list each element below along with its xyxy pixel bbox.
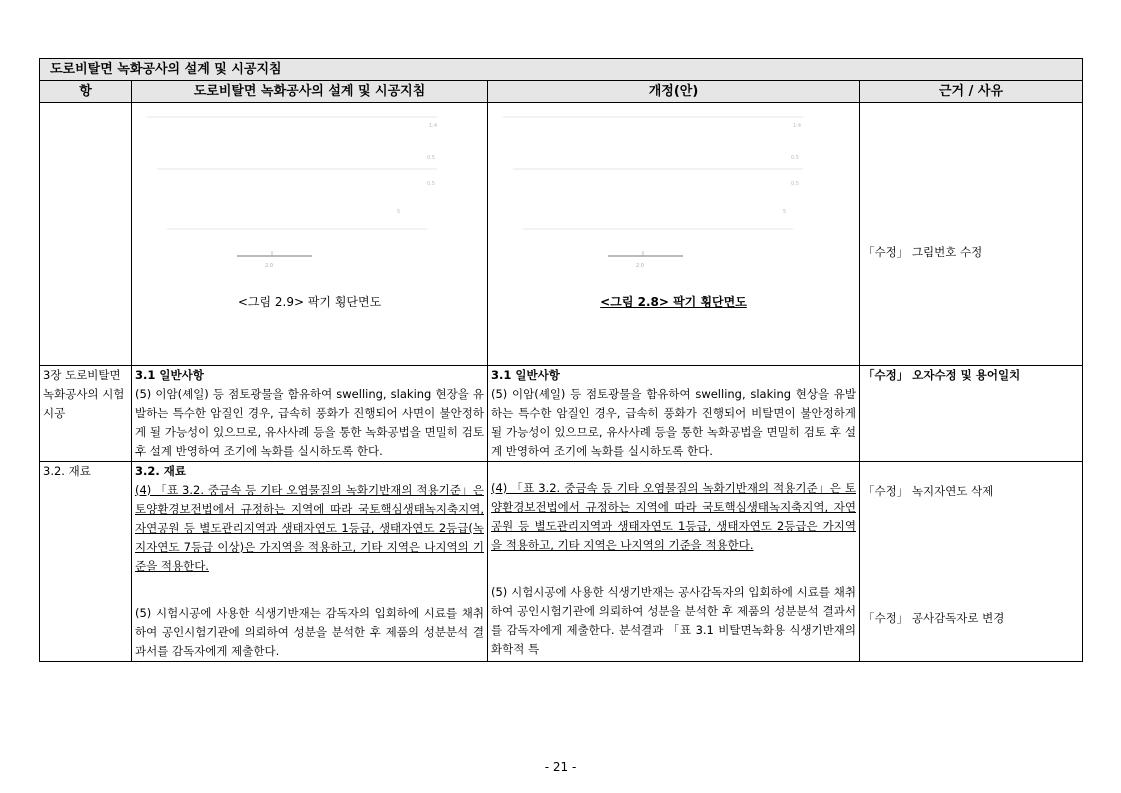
svg-text:5: 5 <box>783 209 787 215</box>
revised-figure-cell <box>488 103 860 366</box>
revised-text-cell <box>488 462 860 662</box>
table-title: 도로비탈면 녹화공사의 설계 및 시공지침 <box>40 59 1083 81</box>
reason-cell <box>860 103 1083 366</box>
reason-text: 「수정」 녹지자연도 삭제 <box>863 484 994 498</box>
svg-text:0.5: 0.5 <box>427 155 435 161</box>
current-text-cell <box>132 366 488 462</box>
revised-text-cell <box>488 366 860 462</box>
revision-table <box>39 58 1083 662</box>
reason-text: 「수정」 공사감독자로 변경 <box>863 611 1005 625</box>
figure-caption: <그림 2.9> 팍기 횡단면도 <box>237 295 382 309</box>
svg-text:2.0: 2.0 <box>265 263 273 269</box>
svg-text:5: 5 <box>397 209 401 215</box>
body-text: (5) 이암(셰일) 등 점토광물을 함유하여 swelling, slaking 현장을 유발하는 특수한 암질인 경우, 급속히 풍화가 진행되어 사면이 불안정하게 될 가능성이 있으므로, 유사사례 등을 통한 녹화공법을 면밀히 검토 후 설계 반영하여 조기에 녹화를 실시하도록 한다. <box>135 387 484 458</box>
section-heading: 3.1 일반사항 <box>135 368 204 382</box>
reason-text: 「수정」 오자수정 및 용어일치 <box>863 368 1021 382</box>
body-text: (5) 시험시공에 사용한 식생기반재는 공사감독자의 입회하에 시료를 채취하여 공인시험기관에 의뢰하여 성분을 분석한 후 제품의 성분분석 결과서를 감독자에게 제출한다. 분석결과 「표 3.1 비탈면녹화용 식생기반재의 화학적 특 <box>491 585 856 656</box>
current-text-cell <box>132 462 488 662</box>
header-revised: 개정(안) <box>488 81 860 103</box>
cross-section-figure <box>493 111 843 271</box>
svg-text:0.5: 0.5 <box>791 181 799 187</box>
svg-text:1:4: 1:4 <box>429 123 438 129</box>
cross-section-figure <box>137 111 487 271</box>
section-cell: 3장 도로비탈면 녹화공사의 시험시공 <box>40 366 132 462</box>
section-heading: 3.1 일반사항 <box>491 368 560 382</box>
page-number: - 21 - <box>544 760 577 774</box>
table-row <box>40 103 1083 366</box>
body-text: (5) 시험시공에 사용한 식생기반재는 감독자의 입회하에 시료를 채취하여 공인시험기관에 의뢰하여 성분을 분석한 후 제품의 성분분석 결과서를 감독자에게 제출한다. <box>135 606 484 658</box>
table-title-row <box>40 59 1083 81</box>
header-section: 항 <box>40 81 132 103</box>
table-row <box>40 366 1083 462</box>
section-heading: 3.2. 재료 <box>135 464 186 478</box>
reason-cell <box>860 366 1083 462</box>
body-text: (4) 「표 3.2. 중금속 등 기타 오염물질의 녹화기반재의 적용기준」은 토양환경보전법에서 규정하는 지역에 따라 국토핵심생태녹지축지역, 자연공원 등 별도관리지역과 생태자연도 1등급, 생태자연도 2등급은 가지역을 적용하고, 기타 지역은 나지역의 기준을 적용한다. <box>491 481 856 552</box>
svg-text:2.0: 2.0 <box>636 263 644 269</box>
current-figure-cell <box>132 103 488 366</box>
section-cell: 3.2. 재료 <box>40 462 132 662</box>
table-row <box>40 462 1083 662</box>
reason-text: 「수정」 그림번호 수정 <box>863 245 983 259</box>
svg-text:0.5: 0.5 <box>791 155 799 161</box>
reason-cell <box>860 462 1083 662</box>
header-reason: 근거 / 사유 <box>860 81 1083 103</box>
table-header-row <box>40 81 1083 103</box>
body-text: (5) 이암(셰일) 등 점토광물을 함유하여 swelling, slaking 현상을 유발하는 특수한 암질인 경우, 급속히 풍화가 진행되어 비탈면이 불안정하게 될 가능성이 있으므로, 유사사례 등을 통한 녹화공법을 면밀히 검토 후 설계 반영하여 조기에 녹화를 실시하도록 한다. <box>491 387 856 458</box>
figure-caption: <그림 2.8> 팍기 횡단면도 <box>600 295 747 309</box>
header-current: 도로비탈면 녹화공사의 설계 및 시공지침 <box>132 81 488 103</box>
svg-text:0.5: 0.5 <box>427 181 435 187</box>
svg-text:1:4: 1:4 <box>793 123 802 129</box>
body-text: (4) 「표 3.2. 중금속 등 기타 오염물질의 녹화기반재의 적용기준」은 토양환경보전법에서 규정하는 지역에 따라 국토핵심생태녹지축지역, 자연공원 등 별도관리지역과 생태자연도 1등급, 생태자연도 2등급(녹지자연도 7등급 이상)은 가지역을 적용하고, 기타 지역은 나지역의 기준을 적용한다. <box>135 483 484 573</box>
section-cell <box>40 103 132 366</box>
